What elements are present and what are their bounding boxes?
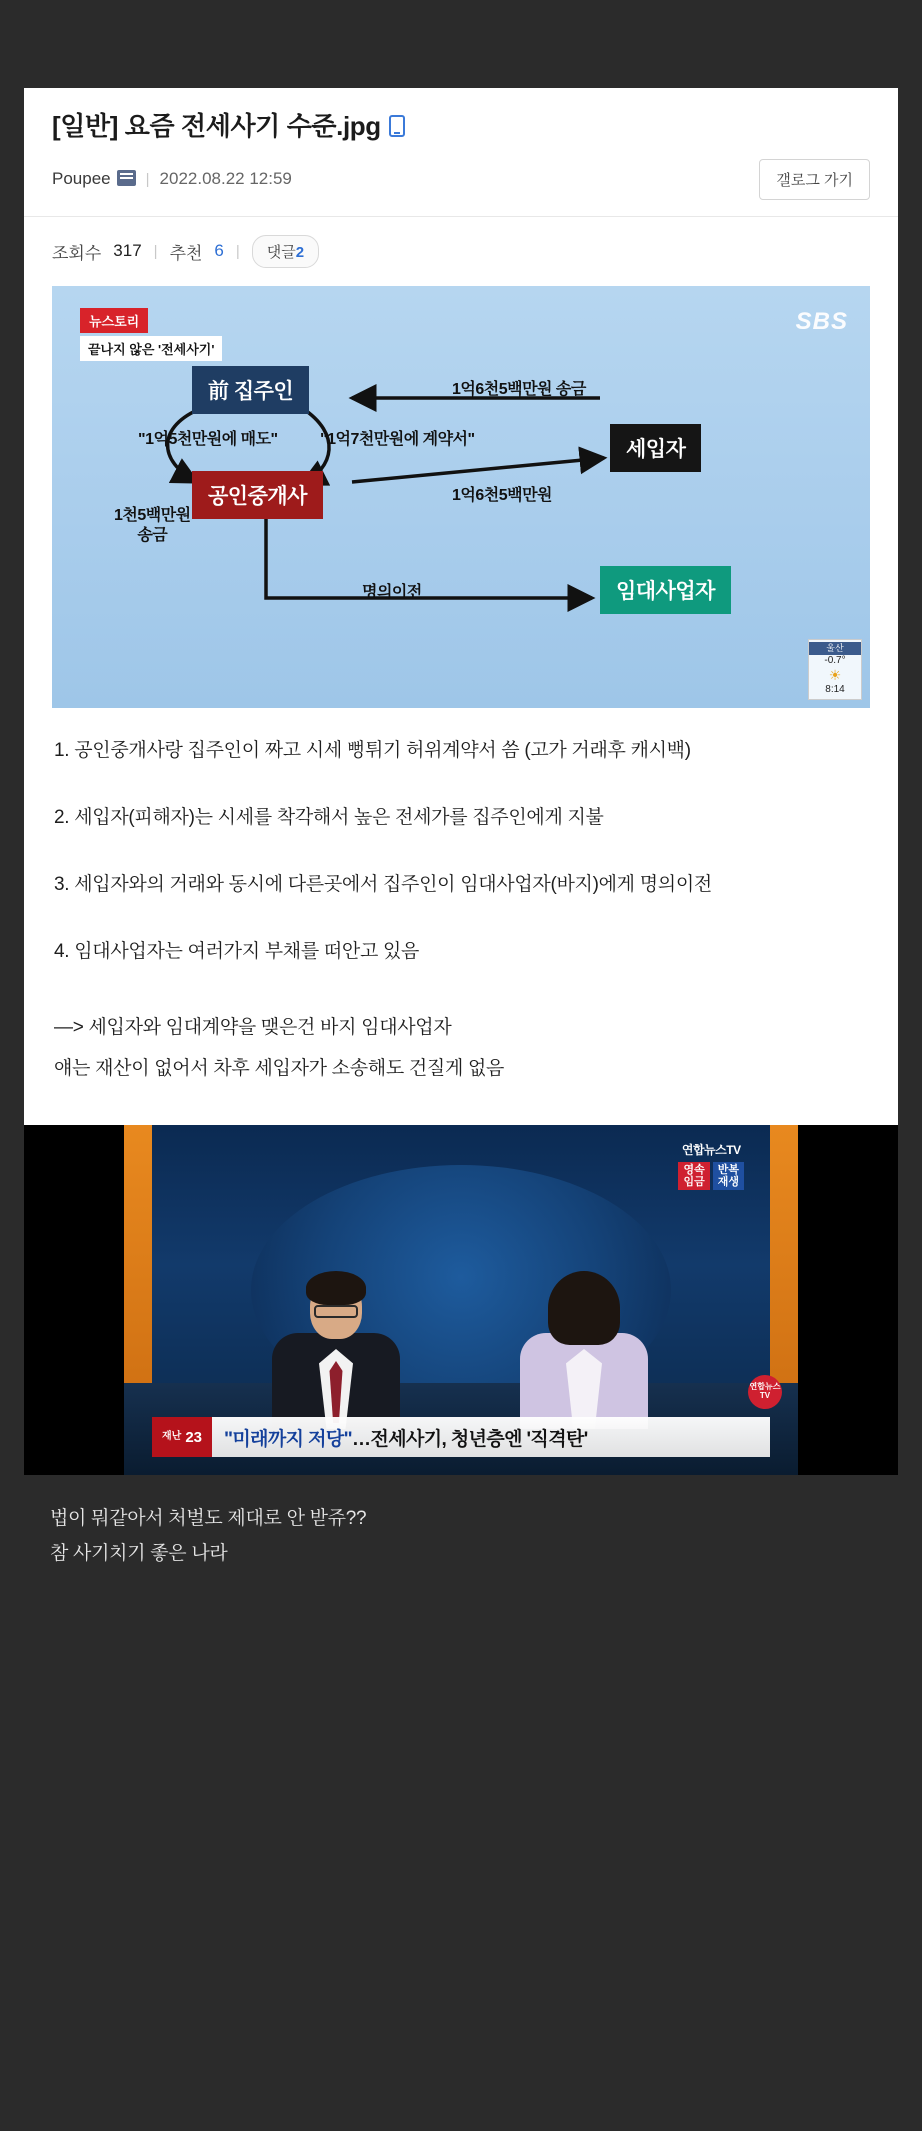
stats-separator-1: | <box>153 242 158 260</box>
node-tenant: 세입자 <box>610 424 701 472</box>
body-conclusion-1: —> 세입자와 임대계약을 맺은건 바지 임대사업자 <box>54 1016 452 1038</box>
body-paragraph-1: 1. 공인중개사랑 집주인이 짜고 시세 뻥튀기 허위계약서 씀 (고가 거래후 캐시백) <box>54 739 691 761</box>
weather-temp: -0.7° <box>824 654 846 666</box>
post-title-text: [일반] 요즘 전세사기 수준.jpg <box>52 111 381 141</box>
comment-count-badge[interactable] <box>252 235 319 268</box>
program-tag: 뉴스토리 <box>80 308 148 333</box>
body-conclusion-2: 얘는 재산이 없어서 차후 세입자가 소송해도 건질게 없음 <box>54 1057 505 1079</box>
node-prev-owner: 前 집주인 <box>192 366 309 414</box>
diagram-figure-wrap <box>24 286 898 708</box>
tv-photo-wrap <box>24 1125 898 1475</box>
anchor-male <box>272 1277 400 1429</box>
mobile-phone-icon <box>389 115 405 137</box>
footer-line-2: 참 사기치기 좋은 나라 <box>50 1543 228 1565</box>
views-value: 317 <box>113 241 142 260</box>
body-paragraph-3: 3. 세입자와의 거래와 동시에 다른곳에서 집주인이 임대사업자(바지)에게 명의이전 <box>54 874 712 895</box>
channel-badge-2-line2: 재생 <box>717 1176 739 1189</box>
headline-quote: "미래까지 저당" <box>224 1428 353 1450</box>
post-body <box>24 708 898 1126</box>
post-header <box>24 88 898 217</box>
footer-line-1: 법이 뭐같아서 처벌도 제대로 안 받쥬?? <box>50 1508 367 1529</box>
label-title-transfer: 명의이전 <box>362 583 422 601</box>
channel-badge-1-line1: 영속 <box>683 1164 705 1176</box>
label-contract-price: "1억7천만원에 계약서" <box>320 430 475 448</box>
lower-third-banner <box>152 1417 770 1457</box>
recommend-value: 6 <box>214 241 224 260</box>
label-sell-price: "1억5천만원에 매도" <box>138 430 278 448</box>
author-label: Poupee <box>52 169 111 188</box>
sun-icon: ☀ <box>828 666 842 683</box>
channel-badge-2-line1: 반복 <box>717 1164 739 1176</box>
label-amount: 1억6천5백만원 <box>452 486 552 504</box>
gallog-button[interactable]: 갤로그 가기 <box>759 159 870 200</box>
ticker-badge-number: 23 <box>185 1428 203 1446</box>
weather-time: 8:14 <box>825 683 845 695</box>
page-title <box>52 110 870 143</box>
anchor-female-body <box>520 1333 648 1429</box>
channel-name: 연합뉴스TV <box>681 1143 741 1157</box>
author-name[interactable] <box>52 169 136 189</box>
sbs-logo: SBS <box>795 307 848 335</box>
ticker-badge-label: 재난 <box>162 1430 182 1442</box>
corner-channel-logo: 연합뉴스TV <box>748 1375 782 1409</box>
anchor-male-body <box>272 1333 400 1429</box>
channel-logo <box>678 1141 744 1190</box>
post-card <box>24 88 898 1125</box>
channel-badge-1-line2: 임금 <box>683 1176 705 1189</box>
headline-text <box>212 1424 588 1451</box>
program-subtitle: 끝나지 않은 '전세사기' <box>80 336 222 361</box>
weather-city: 울산 <box>809 642 861 655</box>
meta-separator: | <box>145 170 150 188</box>
fraud-flow-diagram <box>52 286 870 708</box>
node-lessor: 임대사업자 <box>600 566 731 614</box>
recommend-label: 추천 <box>169 243 203 263</box>
weather-widget <box>808 639 862 700</box>
anchor-female-head <box>558 1277 610 1339</box>
footer-comment <box>24 1475 898 1611</box>
label-remit-left <box>114 506 191 546</box>
anchor-male-head <box>310 1277 362 1339</box>
anchor-male-hair <box>306 1271 366 1305</box>
comment-label: 댓글 <box>266 243 296 261</box>
label-remit-top: 1억6천5백만원 송금 <box>452 380 586 398</box>
body-paragraph-2: 2. 세입자(피해자)는 시세를 착각해서 높은 전세가를 집주인에게 지불 <box>54 806 604 828</box>
author-badge-icon <box>117 170 136 186</box>
channel-badge-1 <box>678 1162 709 1190</box>
node-broker: 공인중개사 <box>192 471 323 519</box>
label-remit-left-line1: 1천5백만원 <box>114 506 191 524</box>
body-paragraph-4: 4. 임대사업자는 여러가지 부채를 떠안고 있음 <box>54 941 420 963</box>
channel-badge-2 <box>713 1162 744 1190</box>
comment-value: 2 <box>295 243 305 261</box>
channel-badges <box>678 1162 744 1190</box>
headline-rest: …전세사기, 청년층엔 '직격탄' <box>352 1428 588 1450</box>
label-remit-left-line2: 송금 <box>137 526 168 544</box>
views-label: 조회수 <box>52 243 102 263</box>
post-datetime: 2022.08.22 12:59 <box>159 169 292 188</box>
anchor-female <box>520 1277 648 1429</box>
ticker-badge <box>152 1417 212 1457</box>
anchor-female-hair <box>548 1271 620 1345</box>
glasses-icon <box>314 1305 358 1318</box>
news-broadcast-photo <box>124 1125 798 1475</box>
post-meta <box>52 159 870 216</box>
post-stats <box>24 217 898 286</box>
stats-separator-2: | <box>235 242 240 260</box>
